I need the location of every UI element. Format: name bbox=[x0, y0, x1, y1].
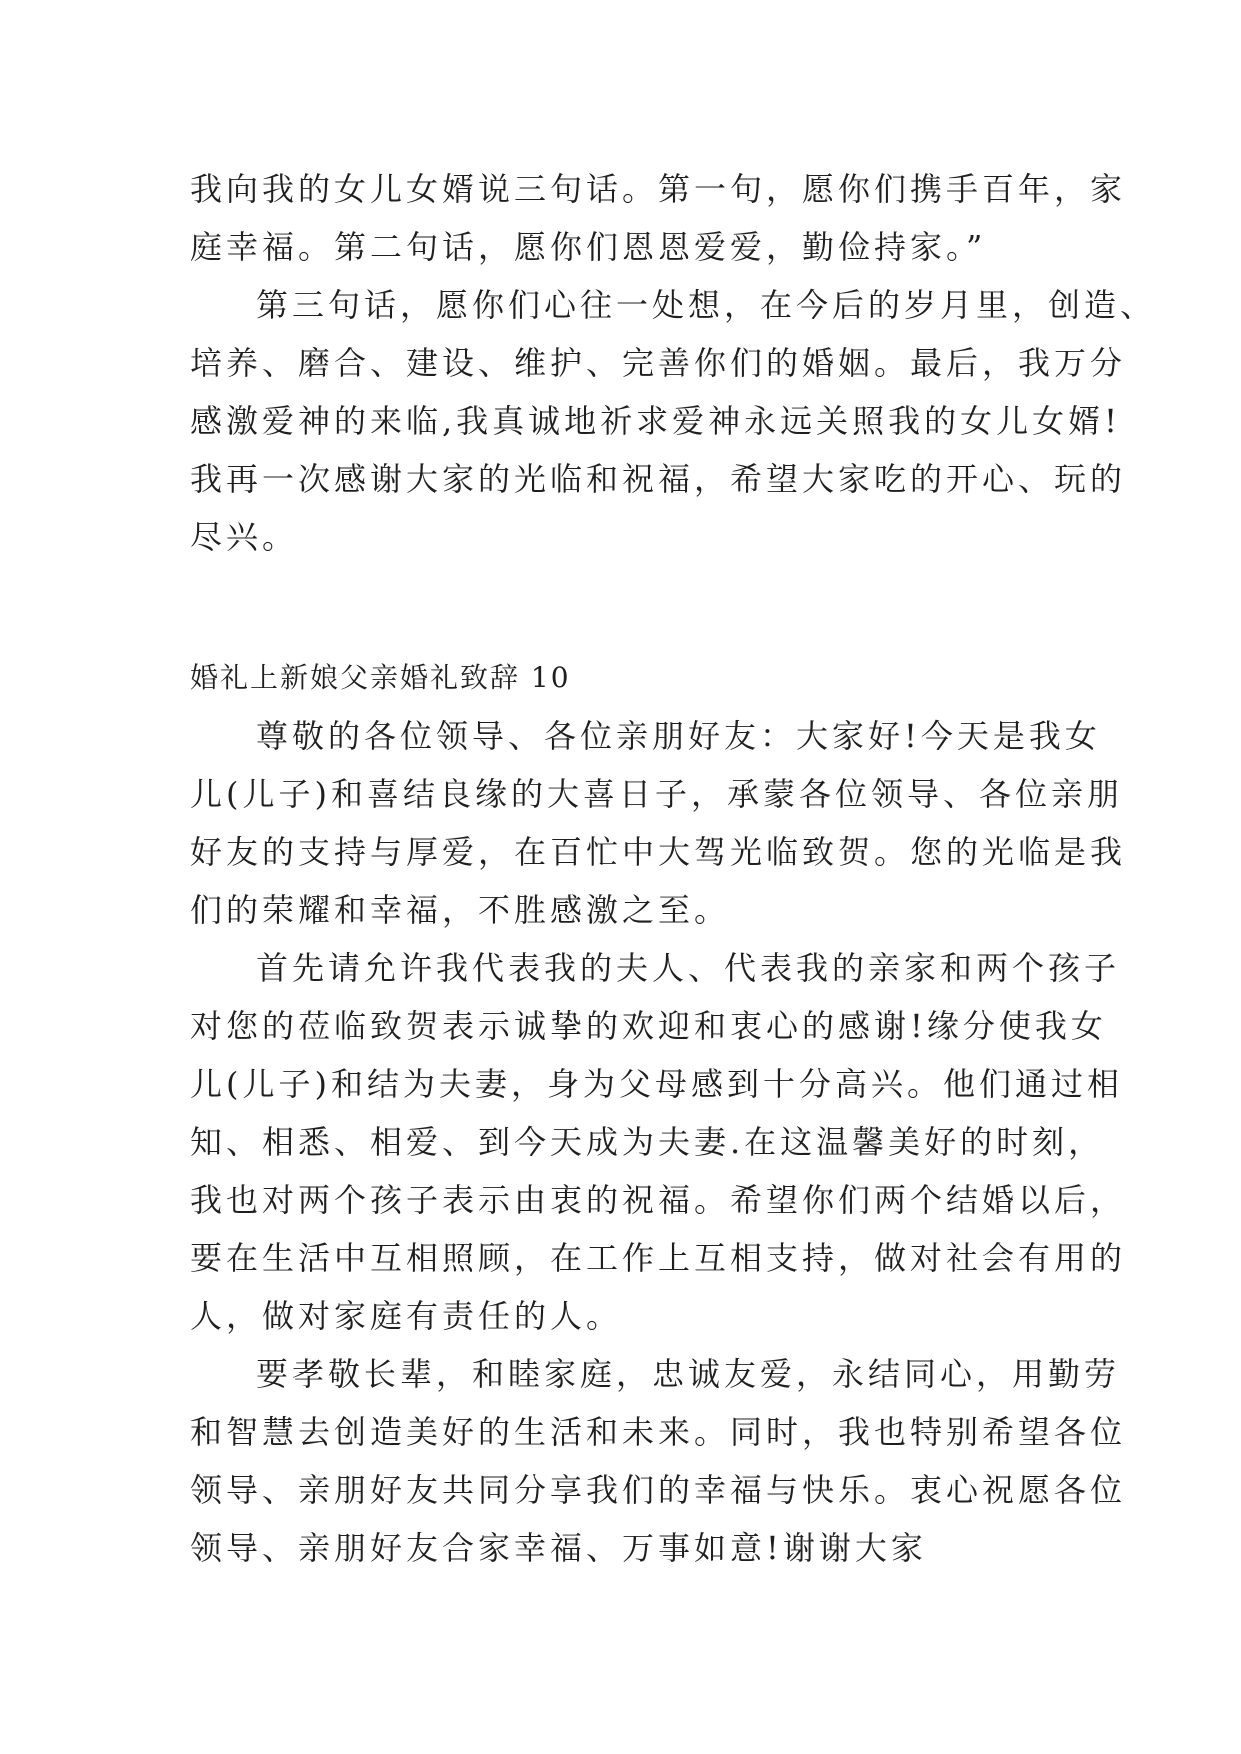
text-line: 领导、亲朋好友共同分享我们的幸福与快乐。衷心祝愿各位 bbox=[190, 1471, 1127, 1509]
text-line: 首先请允许我代表我的夫人、代表我的亲家和两个孩子 bbox=[256, 949, 1121, 987]
paragraph bbox=[190, 707, 1127, 939]
paragraph bbox=[190, 276, 1157, 566]
text-line: 我也对两个孩子表示由衷的祝福。希望你们两个结婚以后， bbox=[190, 1181, 1127, 1219]
section-spacer bbox=[190, 566, 1060, 649]
text-line: 儿(儿子)和结为夫妻，身为父母感到十分高兴。他们通过相 bbox=[190, 1065, 1123, 1103]
text-line: 要在生活中互相照顾，在工作上互相支持，做对社会有用的 bbox=[190, 1239, 1127, 1277]
text-line: 我再一次感谢大家的光临和祝福，希望大家吃的开心、玩的 bbox=[190, 460, 1127, 498]
text-line: 领导、亲朋好友合家幸福、万事如意!谢谢大家 bbox=[190, 1529, 927, 1567]
text-line: 要孝敬长辈，和睦家庭，忠诚友爱，永结同心，用勤劳 bbox=[256, 1355, 1121, 1393]
text-line: 培养、磨合、建设、维护、完善你们的婚姻。最后，我万分 bbox=[190, 344, 1127, 382]
text-line: 对您的莅临致贺表示诚挚的欢迎和衷心的感谢!缘分使我女 bbox=[190, 1007, 1107, 1045]
paragraph bbox=[190, 1345, 1127, 1577]
text-line: 尽兴。 bbox=[190, 518, 299, 556]
text-line: 人，做对家庭有责任的人。 bbox=[190, 1297, 623, 1335]
text-line: 尊敬的各位领导、各位亲朋好友：大家好!今天是我女 bbox=[256, 717, 1101, 755]
text-line: 我向我的女儿女婿说三句话。第一句，愿你们携手百年，家 bbox=[190, 170, 1127, 208]
text-line: 知、相悉、相爱、到今天成为夫妻.在这温馨美好的时刻， bbox=[190, 1123, 1105, 1161]
paragraph bbox=[190, 939, 1127, 1345]
text-line: 们的荣耀和幸福，不胜感激之至。 bbox=[190, 891, 731, 929]
document-page bbox=[190, 160, 1157, 1577]
paragraph bbox=[190, 160, 1127, 276]
text-line: 第三句话，愿你们心往一处想，在今后的岁月里，创造、 bbox=[256, 286, 1157, 324]
text-line: 感激爱神的来临,我真诚地祈求爱神永远关照我的女儿女婿! bbox=[190, 402, 1122, 440]
text-line: 儿(儿子)和喜结良缘的大喜日子，承蒙各位领导、各位亲朋 bbox=[190, 775, 1123, 813]
text-line: 庭幸福。第二句话，愿你们恩恩爱爱，勤俭持家。” bbox=[190, 228, 987, 266]
text-line: 好友的支持与厚爱，在百忙中大驾光临致贺。您的光临是我 bbox=[190, 833, 1127, 871]
text-line: 和智慧去创造美好的生活和未来。同时，我也特别希望各位 bbox=[190, 1413, 1127, 1451]
section-title: 婚礼上新娘父亲婚礼致辞 10 bbox=[190, 661, 571, 694]
